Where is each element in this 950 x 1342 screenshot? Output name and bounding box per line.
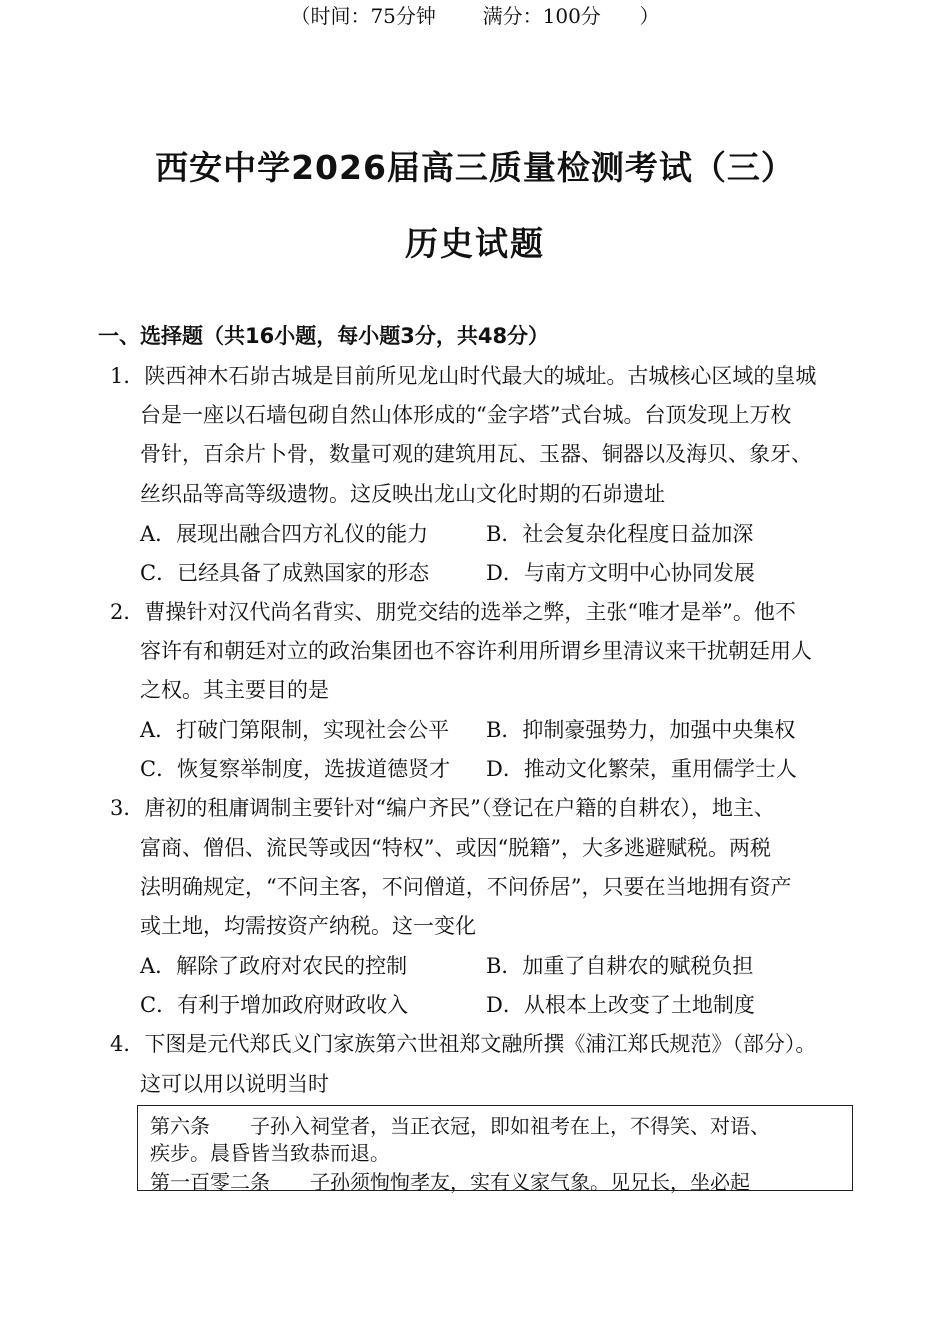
excerpt-line-2: 疾步。晨昏皆当致恭而退。 xyxy=(150,1141,390,1165)
source-excerpt-box xyxy=(137,1105,853,1194)
question-2-option-b: B．抑制豪强势力，加强中央集权 xyxy=(486,718,796,742)
subject-title: 历史试题 xyxy=(405,224,545,263)
question-3-option-a: A．解除了政府对农民的控制 xyxy=(140,954,408,978)
question-1-option-c: C．已经具备了成熟国家的形态 xyxy=(140,561,430,585)
question-1-line-4: 丝织品等高等级遗物。这反映出龙山文化时期的石峁遗址 xyxy=(140,482,665,506)
exam-title: 西安中学2026届高三质量检测考试（三） xyxy=(155,148,795,187)
question-2-line-2: 容许有和朝廷对立的政治集团也不容许利用所谓乡里清议来干扰朝廷用人 xyxy=(140,639,812,663)
score-label: 满分：100分 xyxy=(482,4,601,28)
exam-info xyxy=(0,0,950,29)
question-1-option-a: A．展现出融合四方礼仪的能力 xyxy=(140,522,429,546)
question-2-option-a: A．打破门第限制，实现社会公平 xyxy=(140,718,450,742)
question-1-option-b: B．社会复杂化程度日益加深 xyxy=(486,522,754,546)
question-3-line-4: 或土地，均需按资产纳税。这一变化 xyxy=(140,914,476,938)
question-3-line-3: 法明确规定，“不问主客，不问僧道，不问侨居”，只要在当地拥有资产 xyxy=(140,875,792,899)
question-1-line-3: 骨针，百余片卜骨，数量可观的建筑用瓦、玉器、铜器以及海贝、象牙、 xyxy=(140,442,812,466)
excerpt-line-3: 第一百零二条 子孙须恂恂孝友，实有义家气象。见兄长，坐必起 xyxy=(150,1170,750,1194)
question-3-option-d: D．从根本上改变了土地制度 xyxy=(486,993,755,1017)
question-2-line-3: 之权。其主要目的是 xyxy=(140,678,329,702)
question-3-line-2: 富商、僧侣、流民等或因“特权”、或因“脱籍”，大多逃避赋税。两税 xyxy=(140,836,771,860)
question-2-line-1: 2．曹操针对汉代尚名背实、朋党交结的选举之弊，主张“唯才是举”。他不 xyxy=(110,600,796,624)
close-paren: ） xyxy=(639,4,660,28)
time-label: （时间：75分钟 xyxy=(290,4,436,28)
question-3-option-b: B．加重了自耕农的赋税负担 xyxy=(486,954,754,978)
question-1-option-d: D．与南方文明中心协同发展 xyxy=(486,561,755,585)
question-4-line-2: 这可以用以说明当时 xyxy=(140,1072,329,1096)
question-3-line-1: 3．唐初的租庸调制主要针对“编户齐民”（登记在户籍的自耕农），地主、 xyxy=(110,796,775,820)
question-1-line-2: 台是一座以石墙包砌自然山体形成的“金字塔”式台城。台顶发现上万枚 xyxy=(140,403,792,427)
question-3-option-c: C．有利于增加政府财政收入 xyxy=(140,993,409,1017)
question-2-option-d: D．推动文化繁荣，重用儒学士人 xyxy=(486,757,797,781)
question-2-option-c: C．恢复察举制度，选拔道德贤才 xyxy=(140,757,451,781)
section-title: 一、选择题（共16小题，每小题3分，共48分） xyxy=(98,324,550,348)
question-4-line-1: 4．下图是元代郑氏义门家族第六世祖郑文融所撰《浦江郑氏规范》（部分）。 xyxy=(110,1032,817,1056)
question-1-line-1: 1．陕西神木石峁古城是目前所见龙山时代最大的城址。古城核心区域的皇城 xyxy=(110,364,817,388)
excerpt-line-1: 第六条 子孙入祠堂者，当正衣冠，即如祖考在上，不得笑、对语、 xyxy=(150,1114,770,1138)
